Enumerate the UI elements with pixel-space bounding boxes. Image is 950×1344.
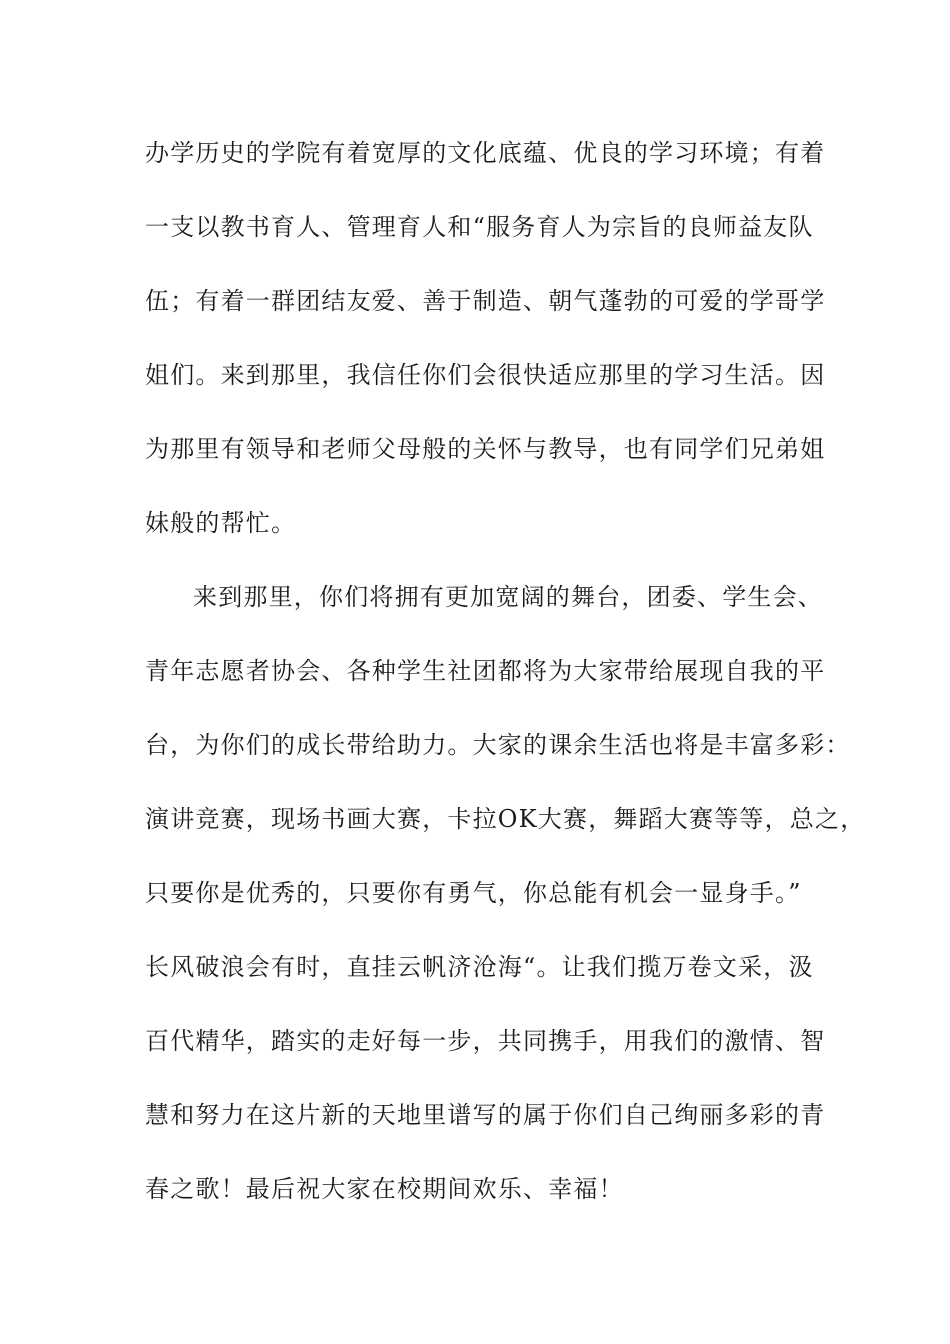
text-line: 妹般的帮忙。 <box>145 509 297 537</box>
text-line: 办学历史的学院有着宽厚的文化底蕴、优良的学习环境；有着 <box>145 139 826 167</box>
body-text <box>145 128 866 1238</box>
text-line: 为那里有领导和老师父母般的关怀与教导，也有同学们兄弟姐 <box>145 435 826 463</box>
text-line: 青年志愿者协会、各种学生社团都将为大家带给展现自我的平 <box>145 657 826 685</box>
text-line: 姐们。来到那里，我信任你们会很快适应那里的学习生活。因 <box>145 361 826 389</box>
text-line: 台，为你们的成长带给助力。大家的课余生活也将是丰富多彩： <box>145 731 851 759</box>
text-line: 伍；有着一群团结友爱、善于制造、朝气蓬勃的可爱的学哥学 <box>145 287 826 315</box>
text-line: 演讲竞赛，现场书画大赛，卡拉OK大赛，舞蹈大赛等等，总之， <box>145 805 866 833</box>
paragraph-start-line: 来到那里，你们将拥有更加宽阔的舞台，团委、学生会、 <box>193 583 823 611</box>
text-line: 百代精华，踏实的走好每一步，共同携手，用我们的激情、智 <box>145 1027 826 1055</box>
text-line: 只要你是优秀的，只要你有勇气，你总能有机会一显身手。” <box>145 879 802 907</box>
text-line: 长风破浪会有时，直挂云帆济沧海“。让我们揽万卷文采，汲 <box>145 953 814 981</box>
text-line: 春之歌！最后祝大家在校期间欢乐、幸福！ <box>145 1175 624 1203</box>
text-line: 一支以教书育人、管理育人和“服务育人为宗旨的良师益友队 <box>145 213 814 241</box>
text-line: 慧和努力在这片新的天地里谱写的属于你们自己绚丽多彩的青 <box>145 1101 826 1129</box>
